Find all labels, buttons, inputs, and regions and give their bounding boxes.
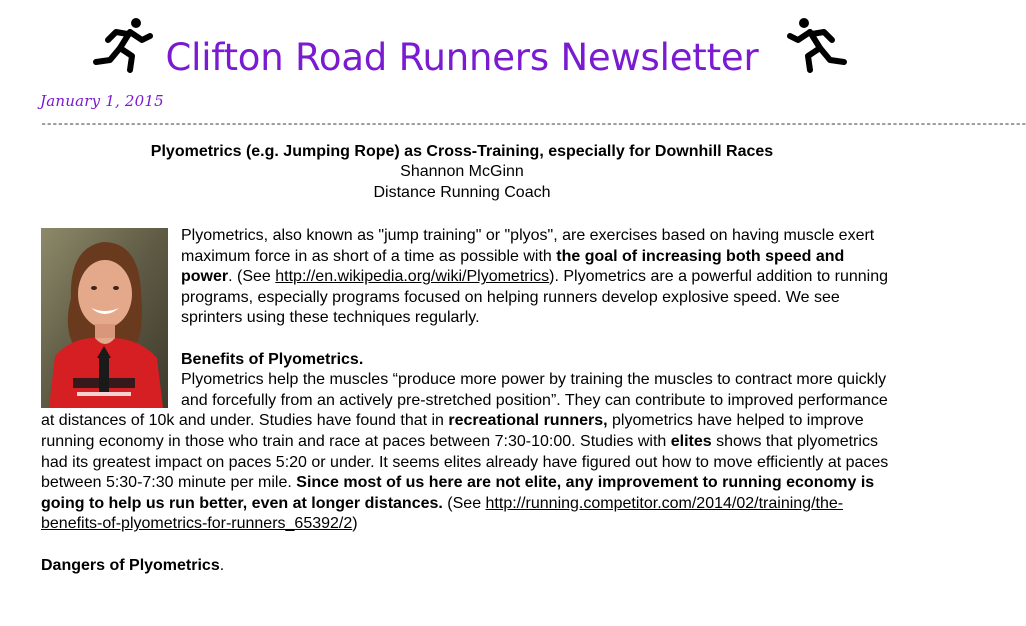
article-body: [41, 226, 897, 576]
intro-text-3: ). Plyometrics are a powerful addition to running programs, especially programs focused on helping runners develop explosive speed. We see sprinters using these techniques regularly.: [181, 268, 888, 327]
competitor-link[interactable]: http://running.competitor.com/2014/02/training/the-benefits-of-plyometrics-for-runners_65392/2: [41, 494, 844, 533]
dangers-suffix: .: [219, 556, 225, 574]
dangers-paragraph: [41, 556, 897, 577]
benefits-text-4: (See: [442, 494, 486, 512]
benefits-text-3: shows that plyometrics had its greatest impact on paces 5:20 or under. It seems elites already have figured out how to move efficiently at paces between 5:30-7:30 minute per mile.: [41, 432, 889, 492]
benefits-bold-2: elites: [670, 432, 712, 450]
wikipedia-link[interactable]: http://en.wikipedia.org/wiki/Plyometrics: [275, 268, 550, 286]
article-author-role: Distance Running Coach: [373, 184, 551, 201]
article-author: Shannon McGinn: [400, 163, 524, 180]
intro-text-2: . (See: [228, 268, 276, 286]
divider-rule: --------------------------------------------------------------------------------------------------------------------------------------------------------------------------------: [40, 117, 1026, 131]
benefits-text-5: ): [352, 515, 358, 533]
benefits-bold-3: Since most of us here are not elite, any improvement to running economy is going to help us run better, even at longer distances.: [41, 474, 875, 512]
photo-spacer: [41, 226, 181, 406]
issue-date: January 1, 2015: [40, 92, 164, 110]
benefits-text-1: Plyometrics help the muscles “produce more power by training the muscles to contract more quickly and forcefully from an actively pre-stretched position”. They can contribute to improved performance at distances of 10k and under. Studies have found that in: [41, 371, 888, 430]
benefits-heading: Benefits of Plyometrics.: [181, 350, 364, 368]
intro-text-1: Plyometrics, also known as "jump training" or "plyos", are exercises based on having muscle exert maximum force in as short of a time as possible with: [181, 227, 875, 265]
benefits-text-2: plyometrics have helped to improve running economy in those who train and race at paces between 7:30-10:00. Studies with: [41, 412, 864, 450]
dangers-heading: Dangers of Plyometrics: [41, 556, 220, 574]
intro-bold-1: the goal of increasing both speed and power: [181, 247, 845, 286]
article-headline: Plyometrics (e.g. Jumping Rope) as Cross-Training, especially for Downhill Races: [150, 143, 774, 160]
benefits-bold-1: recreational runners,: [448, 412, 608, 430]
newsletter-title: Clifton Road Runners Newsletter: [165, 36, 759, 79]
